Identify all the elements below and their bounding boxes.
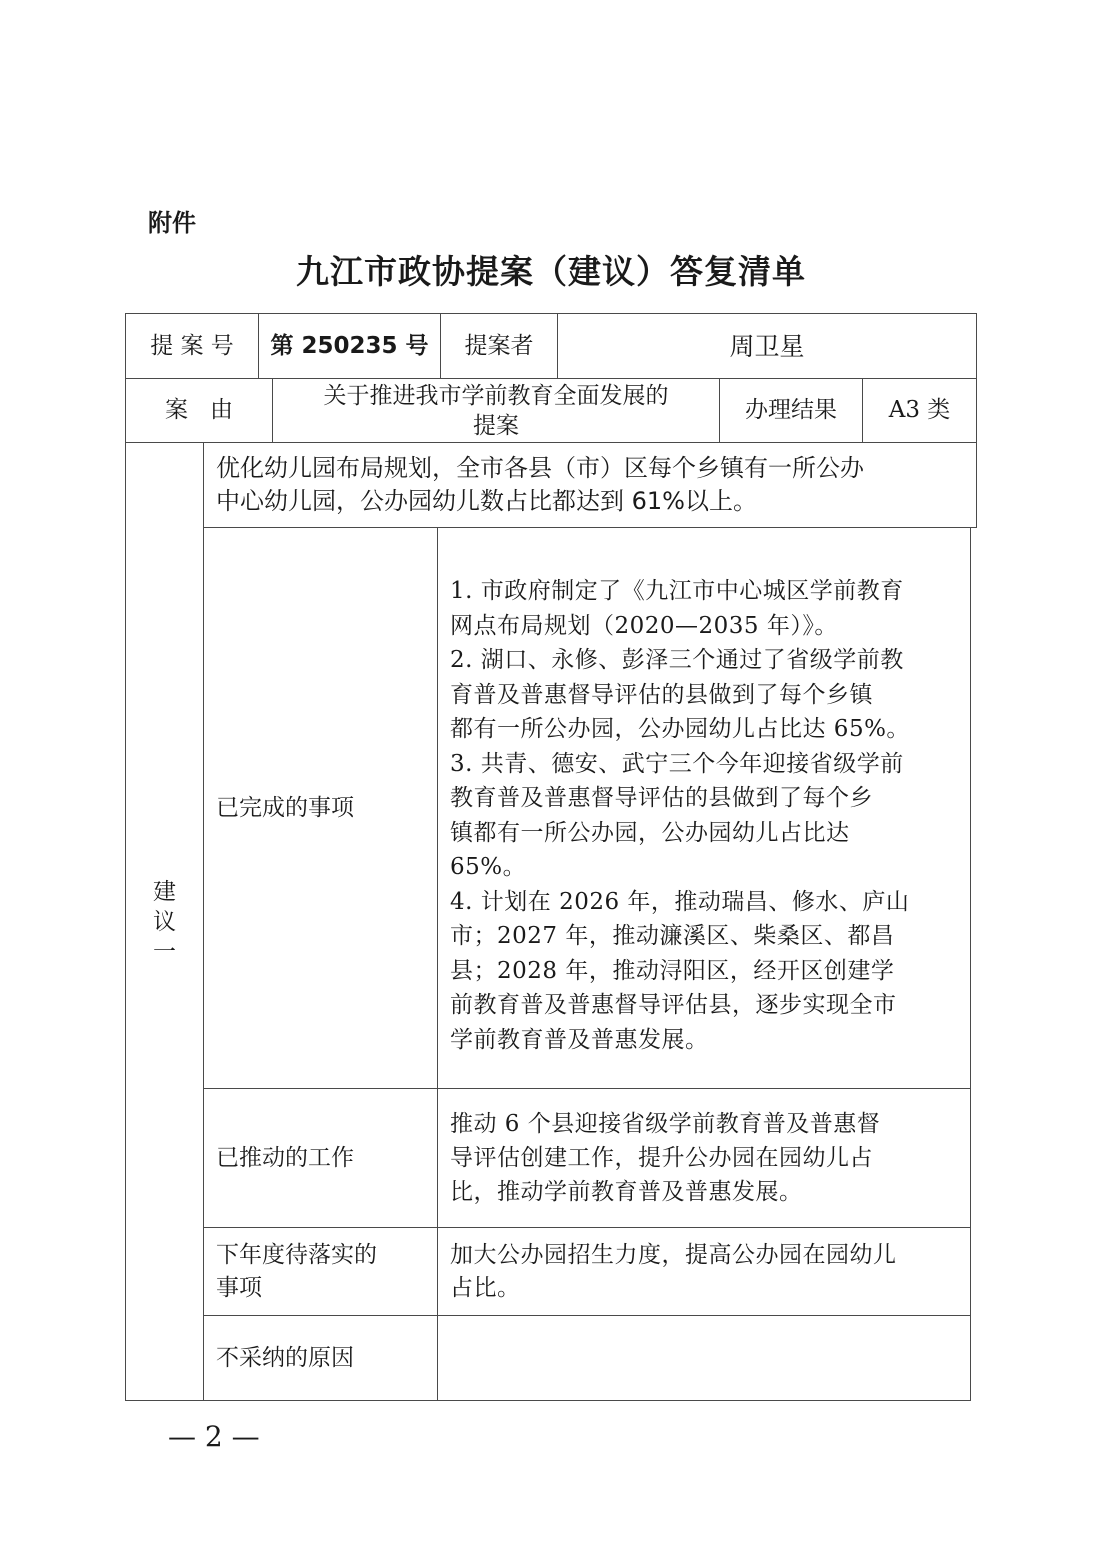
suggestion-label <box>125 442 204 1401</box>
page-title: 九江市政协提案（建议）答复清单 <box>296 252 806 291</box>
suggestion-label-char: 议 <box>153 908 176 935</box>
subject-value: 关于推进我市学前教育全面发展的 提案 <box>272 378 720 443</box>
rejection-reason-content <box>437 1315 971 1401</box>
suggestion-content: 优化幼儿园布局规划，全市各县（市）区每个乡镇有一所公办 中心幼儿园，公办园幼儿数占比都达到 61%以上。 <box>203 442 977 528</box>
completed-items-content: 1. 市政府制定了《九江市中心城区学前教育 网点布局规划（2020—2035 年）》。 2. 湖口、永修、彭泽三个通过了省级学前教 育普及普惠督导评估的县做到了每个乡镇 都有一所公办园，公办园幼儿占比达 65%。 3. 共青、德安、武宁三个今年迎接省级学前 教育普及普惠督导评估的县做到了每个乡 镇都有一所公办园，公办园幼儿占比达 65%。 4. 计划在 2026 年，推动瑞昌、修水、庐山 市；2027 年，推动濂溪区、柴桑区、都昌 县；2028 年，推动浔阳区，经开区创建学 前教育普及普惠督导评估县，逐步实现全市 学前教育普及普惠发展。 <box>437 527 971 1089</box>
next-year-items-content: 加大公办园招生力度，提高公办园在园幼儿 占比。 <box>437 1227 971 1316</box>
rejection-reason-label: 不采纳的原因 <box>203 1315 438 1401</box>
result-value: A3 类 <box>862 378 977 443</box>
attachment-label: 附件 <box>148 209 196 237</box>
proposer-value: 周卫星 <box>557 313 977 379</box>
page-number: — 2 — <box>168 1420 260 1453</box>
subject-label: 案 由 <box>125 378 273 443</box>
result-label: 办理结果 <box>719 378 863 443</box>
next-year-items-label: 下年度待落实的 事项 <box>203 1227 438 1316</box>
proposal-no-value: 第 250235 号 <box>258 313 441 379</box>
promoted-work-label: 已推动的工作 <box>203 1088 438 1228</box>
promoted-work-content: 推动 6 个县迎接省级学前教育普及普惠督 导评估创建工作，提升公办园在园幼儿占 比，推动学前教育普及普惠发展。 <box>437 1088 971 1228</box>
suggestion-label-char: 建 <box>153 878 176 905</box>
completed-items-label: 已完成的事项 <box>203 527 438 1089</box>
proposer-label: 提案者 <box>440 313 558 379</box>
proposal-no-label: 提 案 号 <box>125 313 259 379</box>
suggestion-label-char: 一 <box>153 938 176 965</box>
